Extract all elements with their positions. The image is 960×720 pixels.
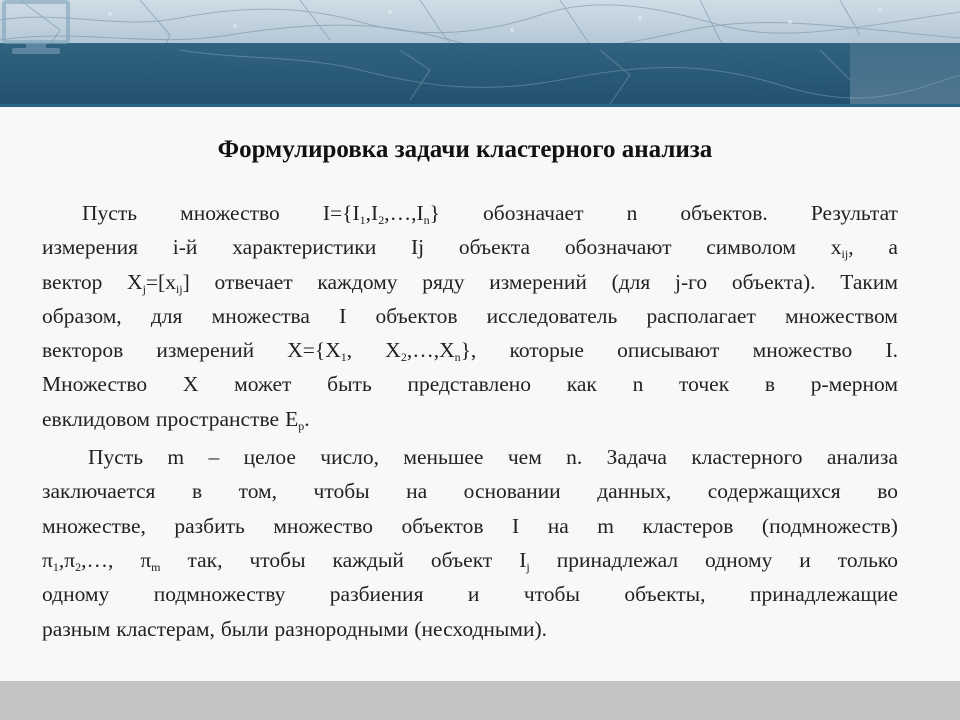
paragraph-2 bbox=[42, 440, 898, 646]
text-line: заключается в том, чтобы на основании данных, содержащихся во bbox=[42, 479, 898, 504]
text-line: $\pi_1,\pi_2,\dots$, $\pi_m$ так, чтобы каждый объект $I_j$ принадлежал одному и только bbox=[42, 547, 898, 574]
text-line: одному подмножеству разбиения и чтобы объекты, принадлежащие bbox=[42, 582, 898, 607]
text-line: Пусть множество $I=\{I_1,I_2,\dots,I_n\}$ обозначает n объектов. Результат bbox=[82, 201, 898, 227]
text-line: множестве, разбить множество объектов I на m кластеров (подмножеств) bbox=[42, 513, 898, 538]
footer-bar bbox=[0, 681, 960, 720]
text-line: векторов измерений $X=\{X_1$, $X_2,\dots,X_n$}, которые описывают множество I. bbox=[42, 338, 898, 365]
text-line: разным кластерам, были разнородными (несходными). bbox=[42, 616, 547, 641]
text-line: Пусть m – целое число, меньшее чем n. Задача кластерного анализа bbox=[88, 445, 898, 470]
header-banner bbox=[0, 0, 960, 107]
map-overlay-lines bbox=[0, 0, 960, 107]
slide-title: Формулировка задачи кластерного анализа bbox=[217, 136, 713, 163]
text-line: образом, для множества I объектов исследователь располагает множеством bbox=[42, 303, 898, 328]
paragraph-1 bbox=[42, 196, 898, 436]
text-line: вектор $X_j=[x_{ij}]$ отвечает каждому ряду измерений (для j-го объекта). Таким bbox=[42, 269, 898, 296]
slide-body bbox=[42, 196, 898, 646]
banner-right-fade bbox=[850, 0, 960, 107]
text-line: Множество X может быть представлено как n точек в p-мерном bbox=[42, 372, 898, 397]
text-line: евклидовом пространстве $E_p$. bbox=[42, 406, 310, 433]
text-line: измерения i-й характеристики Ij объекта обозначают символом $x_{ij}$, а bbox=[42, 235, 898, 262]
banner-divider bbox=[0, 104, 960, 107]
